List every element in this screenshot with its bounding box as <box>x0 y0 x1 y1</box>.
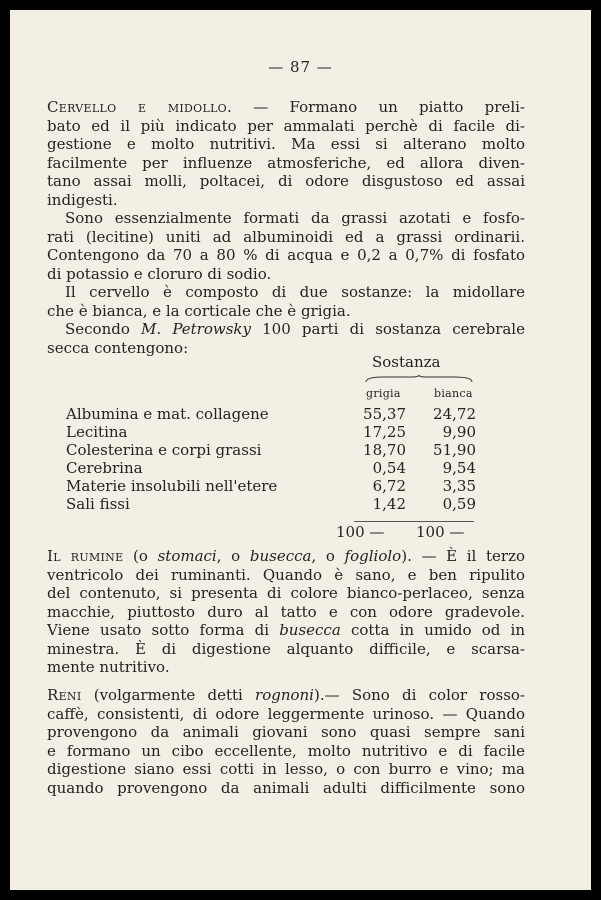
book-page <box>10 10 591 890</box>
value-bianca: 51,90 <box>433 441 476 459</box>
value-bianca: 9,54 <box>442 459 476 477</box>
value-grigia: 18,70 <box>363 441 406 459</box>
italic-term: stomaci <box>157 547 217 565</box>
row-label: Sali fissi <box>66 495 130 513</box>
text-line <box>47 98 525 117</box>
text-fragment: cotta in umido od in <box>340 621 525 639</box>
text-line: minestra. È di digestione alquanto difficile, e scarsa- <box>47 639 525 658</box>
text-line: mente nutritivo. <box>47 658 170 676</box>
text-fragment: 100 parti di sostanza cerebrale <box>250 320 525 338</box>
text-line: che è bianca, e la corticale che è grigia. <box>47 301 351 320</box>
value-bianca: 3,35 <box>442 477 476 495</box>
section-heading: Reni <box>47 686 82 704</box>
value-grigia: 55,37 <box>363 405 406 423</box>
text-fragment: Secondo <box>65 320 142 338</box>
text-fragment: ).— Sono di color rosso- <box>313 686 526 704</box>
brace-icon <box>364 375 474 383</box>
row-label: Lecitina <box>66 423 128 441</box>
text-line: bato ed il più indicato per ammalati perchè di facile di- <box>47 116 525 135</box>
table-row <box>66 405 486 423</box>
text-line: e formano un cibo eccellente, molto nutritivo e di facile <box>47 741 525 760</box>
text-line: digestione siano essi cotti in lesso, o con burro e vino; ma <box>47 760 525 778</box>
row-label: Cerebrina <box>66 459 143 477</box>
value-grigia: 6,72 <box>372 477 406 495</box>
table-row <box>66 423 486 441</box>
value-bianca: 9,90 <box>442 423 476 441</box>
text-line: di potassio e cloruro di sodio. <box>47 264 272 283</box>
cervello-section <box>47 98 525 357</box>
text-line: indigesti. <box>47 190 118 209</box>
rumine-section <box>47 547 525 677</box>
text-line <box>47 686 525 705</box>
total-grigia: 100 — <box>336 523 385 541</box>
text-line: provengono da animali giovani sono quasi sempre sani <box>47 723 525 741</box>
text-line: macchie, piuttosto duro al tatto e con odore gradevole. <box>47 602 525 621</box>
italic-term: busecca <box>249 547 312 565</box>
row-label: Albumina e mat. collagene <box>66 405 269 423</box>
text-fragment: (volgarmente detti <box>81 686 256 704</box>
total-bianca: 100 — <box>416 523 465 541</box>
table-title: Sostanza <box>372 353 441 371</box>
row-label: Materie insolubili nell'etere <box>66 477 278 495</box>
text-line: quando provengono da animali adulti difficilmente sono <box>47 778 525 797</box>
table-totals <box>66 523 486 541</box>
text-line: facilmente per influenze atmosferiche, ed allora diven- <box>47 153 525 172</box>
total-rule <box>354 521 474 522</box>
text-line: ventricolo dei ruminanti. Quando è sano, e ben ripulito <box>47 565 525 584</box>
reni-section <box>47 686 525 797</box>
text-line: del contenuto, si presenta di colore bianco-perlaceo, senza <box>47 584 525 602</box>
value-grigia: 17,25 <box>363 423 406 441</box>
text-line <box>47 621 525 640</box>
text-fragment: ). — È il terzo <box>401 547 526 565</box>
text-line: Sono essenzialmente formati da grassi azotati e fosfo- <box>65 209 525 227</box>
text-line: caffè, consistenti, di odore leggermente urinoso. — Quando <box>47 704 525 723</box>
table-row <box>66 477 486 495</box>
italic-term: rognoni <box>255 686 314 704</box>
text-fragment: Viene usato sotto forma di <box>47 621 280 639</box>
author-name: M. Petrowsky <box>141 320 251 338</box>
italic-term: fogliolo <box>344 547 402 565</box>
text-line <box>47 320 525 339</box>
text-line: Contengono da 70 a 80 % di acqua e 0,2 a 0,7% di fosfato <box>47 246 525 264</box>
table-row <box>66 441 486 459</box>
value-grigia: 1,42 <box>372 495 406 513</box>
text-line: rati (lecitine) uniti ad albuminoidi ed a grassi ordinarii. <box>47 227 525 246</box>
column-header-grigia: grigia <box>366 387 401 400</box>
table-row <box>66 459 486 477</box>
column-header-bianca: bianca <box>434 387 473 400</box>
row-label: Colesterina e corpi grassi <box>66 441 262 459</box>
table-row <box>66 495 486 513</box>
text-fragment: — Formano un piatto preli- <box>232 98 525 116</box>
text-fragment: (o <box>123 547 158 565</box>
text-fragment: , o <box>216 547 250 565</box>
text-line: tano assai molli, poltacei, di odore disgustoso ed assai <box>47 172 525 190</box>
text-line: Il cervello è composto di due sostanze: la midollare <box>65 283 525 301</box>
value-bianca: 0,59 <box>442 495 476 513</box>
text-line: secca contengono: <box>47 338 189 357</box>
value-bianca: 24,72 <box>433 405 476 423</box>
text-line <box>47 547 525 566</box>
page-number: — 87 — <box>268 58 333 76</box>
text-fragment: , o <box>311 547 345 565</box>
section-heading: Il rumine <box>47 547 124 565</box>
italic-term: busecca <box>279 621 341 639</box>
section-heading: Cervello e midollo. <box>47 98 233 116</box>
value-grigia: 0,54 <box>372 459 406 477</box>
text-line: gestione e molto nutritivi. Ma essi si alterano molto <box>47 135 525 153</box>
